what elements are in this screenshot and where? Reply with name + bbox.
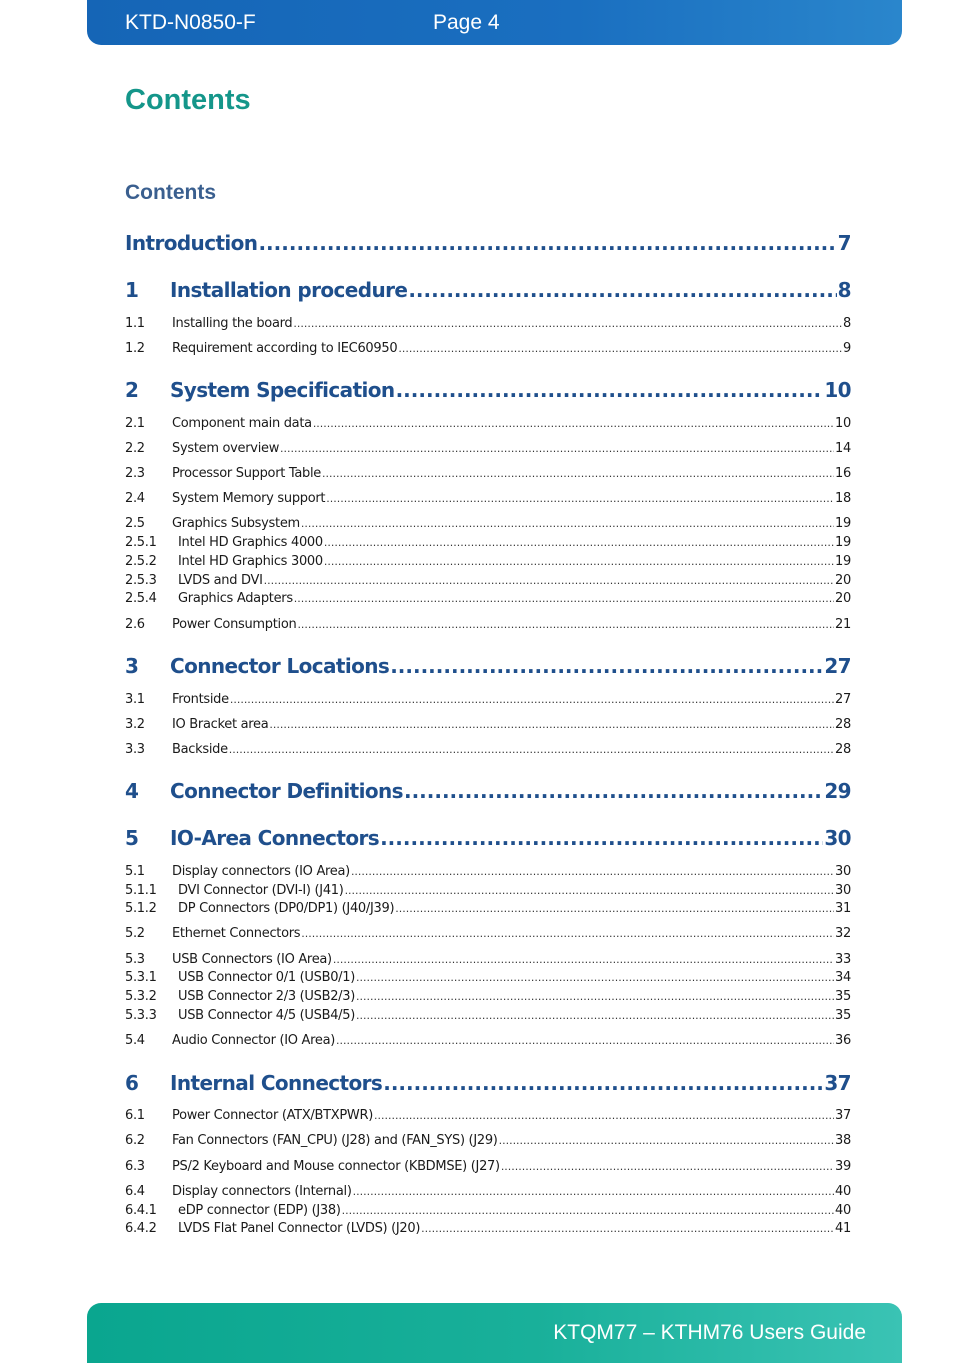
toc-entry[interactable]	[125, 883, 851, 898]
toc-entry-title: USB Connectors (IO Area)	[172, 952, 332, 967]
toc-leader-dots	[280, 442, 834, 455]
toc-leader-dots	[294, 592, 834, 605]
toc-entry-title: Connector Locations	[170, 654, 390, 678]
toc-entry[interactable]	[125, 491, 851, 506]
toc-entry-title: System Memory support	[172, 491, 326, 506]
toc-entry-page: 29	[824, 779, 851, 803]
toc-entry-title: USB Connector 0/1 (USB0/1)	[178, 970, 356, 985]
toc-entry-number: 5.3.1	[125, 970, 157, 985]
toc-entry[interactable]	[125, 779, 851, 803]
toc-leader-dots	[230, 693, 834, 706]
toc-entry-title: Component main data	[172, 416, 312, 431]
toc-entry-number: 2.6	[125, 617, 145, 632]
toc-leader-dots	[326, 492, 834, 505]
toc-entry-title: Audio Connector (IO Area)	[172, 1033, 336, 1048]
toc-entry-page: 28	[835, 742, 851, 757]
toc-entry[interactable]	[125, 1033, 851, 1048]
toc-entry-title: Ethernet Connectors	[172, 926, 301, 941]
toc-entry-title: PS/2 Keyboard and Mouse connector (KBDMSE) (J27)	[172, 1159, 500, 1174]
toc-leader-dots	[353, 1185, 834, 1198]
toc-entry-number: 3	[125, 654, 139, 678]
toc-entry-number: 6.2	[125, 1133, 145, 1148]
toc-entry[interactable]	[125, 826, 851, 850]
toc-leader-dots	[421, 1222, 834, 1235]
toc-entry[interactable]	[125, 535, 851, 550]
toc-entry-number: 6.4.2	[125, 1221, 157, 1236]
toc-entry-page: 8	[843, 316, 851, 331]
toc-leader-dots	[345, 884, 834, 897]
toc-entry-number: 6.4.1	[125, 1203, 157, 1218]
toc-leader-dots	[322, 467, 834, 480]
toc-entry-title: LVDS and DVI	[178, 573, 263, 588]
toc-entry[interactable]	[125, 573, 851, 588]
toc-leader-dots	[398, 342, 842, 355]
toc-entry-title: Internal Connectors	[170, 1071, 383, 1095]
toc-entry-number: 6.3	[125, 1159, 145, 1174]
toc-entry-number: 2.5	[125, 516, 145, 531]
toc-leader-dots	[380, 826, 823, 850]
toc-leader-dots	[258, 231, 836, 255]
toc-leader-dots	[390, 654, 823, 678]
toc-leader-dots	[356, 971, 834, 984]
toc-entry[interactable]	[125, 989, 851, 1004]
toc-leader-dots	[374, 1109, 834, 1122]
toc-entry[interactable]	[125, 341, 851, 356]
toc-leader-dots	[297, 618, 834, 631]
toc-leader-dots	[301, 517, 834, 530]
toc-entry-title: Graphics Subsystem	[172, 516, 300, 531]
toc-entry-page: 19	[835, 516, 851, 531]
toc-entry-number: 3.3	[125, 742, 145, 757]
toc-entry-number: 5.3.3	[125, 1008, 157, 1023]
toc-entry-title: Connector Definitions	[170, 779, 403, 803]
toc-entry-title: Processor Support Table	[172, 466, 321, 481]
toc-entry-title: eDP connector (EDP) (J38)	[178, 1203, 341, 1218]
toc-leader-dots	[324, 555, 834, 568]
toc-entry[interactable]	[125, 231, 851, 255]
toc-entry[interactable]	[125, 864, 851, 879]
toc-entry[interactable]	[125, 952, 851, 967]
toc-entry[interactable]	[125, 970, 851, 985]
toc-leader-dots	[293, 317, 842, 330]
toc-entry-number: 3.2	[125, 717, 145, 732]
toc-entry-page: 30	[835, 883, 851, 898]
toc-entry-number: 3.1	[125, 692, 145, 707]
toc-entry-number: 1	[125, 278, 139, 302]
toc-entry[interactable]	[125, 717, 851, 732]
toc-entry-page: 38	[835, 1133, 851, 1148]
toc-leader-dots	[301, 927, 834, 940]
toc-entry[interactable]	[125, 1221, 851, 1236]
toc-entry-number: 1.1	[125, 316, 145, 331]
toc-leader-dots	[404, 779, 823, 803]
page-header	[87, 0, 902, 45]
toc-leader-dots	[264, 574, 834, 587]
toc-leader-dots	[395, 902, 834, 915]
toc-entry-title: Display connectors (IO Area)	[172, 864, 350, 879]
toc-entry-title: Power Consumption	[172, 617, 297, 632]
toc-entry-number: 5.1.1	[125, 883, 157, 898]
toc-leader-dots	[342, 1204, 834, 1217]
toc-entry[interactable]	[125, 926, 851, 941]
toc-entry-page: 7	[837, 231, 851, 255]
toc-entry-title: Introduction	[125, 231, 258, 255]
toc-entry-title: IO-Area Connectors	[170, 826, 380, 850]
toc-entry-number: 5.4	[125, 1033, 145, 1048]
toc-entry-page: 14	[835, 441, 851, 456]
toc-entry-number: 6.4	[125, 1184, 145, 1199]
toc-entry[interactable]	[125, 654, 851, 678]
toc-entry-title: USB Connector 2/3 (USB2/3)	[178, 989, 356, 1004]
guide-title: KTQM77 – KTHM76 Users Guide	[553, 1321, 866, 1344]
toc-entry-page: 30	[824, 826, 851, 850]
toc-entry-page: 9	[843, 341, 851, 356]
toc-entry-page: 40	[835, 1184, 851, 1199]
toc-entry-number: 6.1	[125, 1108, 145, 1123]
page-title: Contents	[125, 84, 251, 116]
toc-entry[interactable]	[125, 1159, 851, 1174]
toc-entry[interactable]	[125, 554, 851, 569]
toc-entry-page: 28	[835, 717, 851, 732]
toc-entry-number: 2.5.3	[125, 573, 157, 588]
toc-leader-dots	[269, 718, 834, 731]
toc-entry-number: 2.1	[125, 416, 145, 431]
toc-leader-dots	[336, 1034, 834, 1047]
toc-entry[interactable]	[125, 416, 851, 431]
toc-entry[interactable]	[125, 901, 851, 916]
toc-entry-title: Intel HD Graphics 3000	[178, 554, 323, 569]
toc-entry-page: 33	[835, 952, 851, 967]
toc-entry-title: Intel HD Graphics 4000	[178, 535, 323, 550]
toc-leader-dots	[356, 990, 834, 1003]
toc-entry-number: 5.2	[125, 926, 145, 941]
toc-entry[interactable]	[125, 591, 851, 606]
toc-leader-dots	[396, 378, 824, 402]
toc-entry-title: Frontside	[172, 692, 229, 707]
toc-entry-number: 2	[125, 378, 139, 402]
toc-leader-dots	[351, 865, 834, 878]
toc-entry-number: 2.5.2	[125, 554, 157, 569]
toc-entry-page: 34	[835, 970, 851, 985]
toc-entry-title: DVI Connector (DVI-I) (J41)	[178, 883, 344, 898]
toc-entry-title: IO Bracket area	[172, 717, 269, 732]
toc-entry-page: 31	[835, 901, 851, 916]
toc-entry-number: 4	[125, 779, 139, 803]
toc-entry[interactable]	[125, 1203, 851, 1218]
toc-entry-number: 2.3	[125, 466, 145, 481]
toc-entry-page: 19	[835, 554, 851, 569]
toc-entry-number: 5.1	[125, 864, 145, 879]
toc-entry-title: Fan Connectors (FAN_CPU) (J28) and (FAN_SYS) (J29)	[172, 1133, 498, 1148]
toc-entry-page: 39	[835, 1159, 851, 1174]
toc-entry-page: 40	[835, 1203, 851, 1218]
toc-entry[interactable]	[125, 378, 851, 402]
toc-leader-dots	[501, 1160, 834, 1173]
toc-entry-page: 27	[835, 692, 851, 707]
toc-entry-number: 2.5.4	[125, 591, 157, 606]
toc-entry-title: USB Connector 4/5 (USB4/5)	[178, 1008, 356, 1023]
toc-entry-page: 18	[835, 491, 851, 506]
toc-entry-number: 6	[125, 1071, 139, 1095]
toc-entry-page: 21	[835, 617, 851, 632]
toc-leader-dots	[324, 536, 834, 549]
toc-entry[interactable]	[125, 278, 851, 302]
toc-entry-page: 10	[835, 416, 851, 431]
toc-entry[interactable]	[125, 441, 851, 456]
toc-entry-page: 32	[835, 926, 851, 941]
toc-leader-dots	[408, 278, 836, 302]
toc-entry-page: 16	[835, 466, 851, 481]
page-number: Page 4	[433, 11, 500, 34]
toc-entry[interactable]	[125, 742, 851, 757]
toc-entry-page: 35	[835, 989, 851, 1004]
toc-entry-page: 41	[835, 1221, 851, 1236]
toc-entry-title: Requirement according to IEC60950	[172, 341, 398, 356]
toc-entry[interactable]	[125, 617, 851, 632]
toc-entry-number: 5	[125, 826, 139, 850]
toc-leader-dots	[333, 953, 834, 966]
document-id: KTD-N0850-F	[125, 11, 256, 34]
toc-entry-page: 37	[824, 1071, 851, 1095]
toc-entry[interactable]	[125, 466, 851, 481]
toc-entry-number: 5.3	[125, 952, 145, 967]
toc-entry-number: 2.2	[125, 441, 145, 456]
page-footer	[87, 1303, 902, 1363]
toc-entry-title: Installation procedure	[170, 278, 408, 302]
toc-entry[interactable]	[125, 316, 851, 331]
toc-entry[interactable]	[125, 516, 851, 531]
toc-entry[interactable]	[125, 1133, 851, 1148]
toc-entry[interactable]	[125, 692, 851, 707]
toc-entry-title: Display connectors (Internal)	[172, 1184, 352, 1199]
toc-entry-title: System Specification	[170, 378, 395, 402]
toc-entry-number: 2.5.1	[125, 535, 157, 550]
toc-entry-page: 20	[835, 591, 851, 606]
toc-entry-page: 35	[835, 1008, 851, 1023]
toc-leader-dots	[229, 743, 834, 756]
toc-entry-page: 20	[835, 573, 851, 588]
toc-heading: Contents	[125, 181, 216, 204]
toc-entry-page: 36	[835, 1033, 851, 1048]
toc-leader-dots	[499, 1134, 834, 1147]
toc-entry-page: 8	[837, 278, 851, 302]
toc-leader-dots	[356, 1009, 834, 1022]
toc-leader-dots	[313, 417, 834, 430]
toc-entry-title: System overview	[172, 441, 280, 456]
toc-leader-dots	[383, 1071, 823, 1095]
toc-entry[interactable]	[125, 1108, 851, 1123]
toc-entry-title: Power Connector (ATX/BTXPWR)	[172, 1108, 373, 1123]
toc-entry-title: Graphics Adapters	[178, 591, 293, 606]
toc-entry-page: 10	[824, 378, 851, 402]
toc-entry[interactable]	[125, 1184, 851, 1199]
toc-entry-number: 2.4	[125, 491, 145, 506]
toc-entry[interactable]	[125, 1071, 851, 1095]
toc-entry-page: 37	[835, 1108, 851, 1123]
toc-entry-page: 30	[835, 864, 851, 879]
toc-entry-number: 1.2	[125, 341, 145, 356]
toc-entry-page: 27	[824, 654, 851, 678]
toc-entry-title: LVDS Flat Panel Connector (LVDS) (J20)	[178, 1221, 421, 1236]
toc-entry-title: Backside	[172, 742, 228, 757]
toc-entry-number: 5.1.2	[125, 901, 157, 916]
toc-entry-number: 5.3.2	[125, 989, 157, 1004]
toc-entry-page: 19	[835, 535, 851, 550]
toc-entry-title: DP Connectors (DP0/DP1) (J40/J39)	[178, 901, 395, 916]
toc-entry[interactable]	[125, 1008, 851, 1023]
toc-entry-title: Installing the board	[172, 316, 293, 331]
